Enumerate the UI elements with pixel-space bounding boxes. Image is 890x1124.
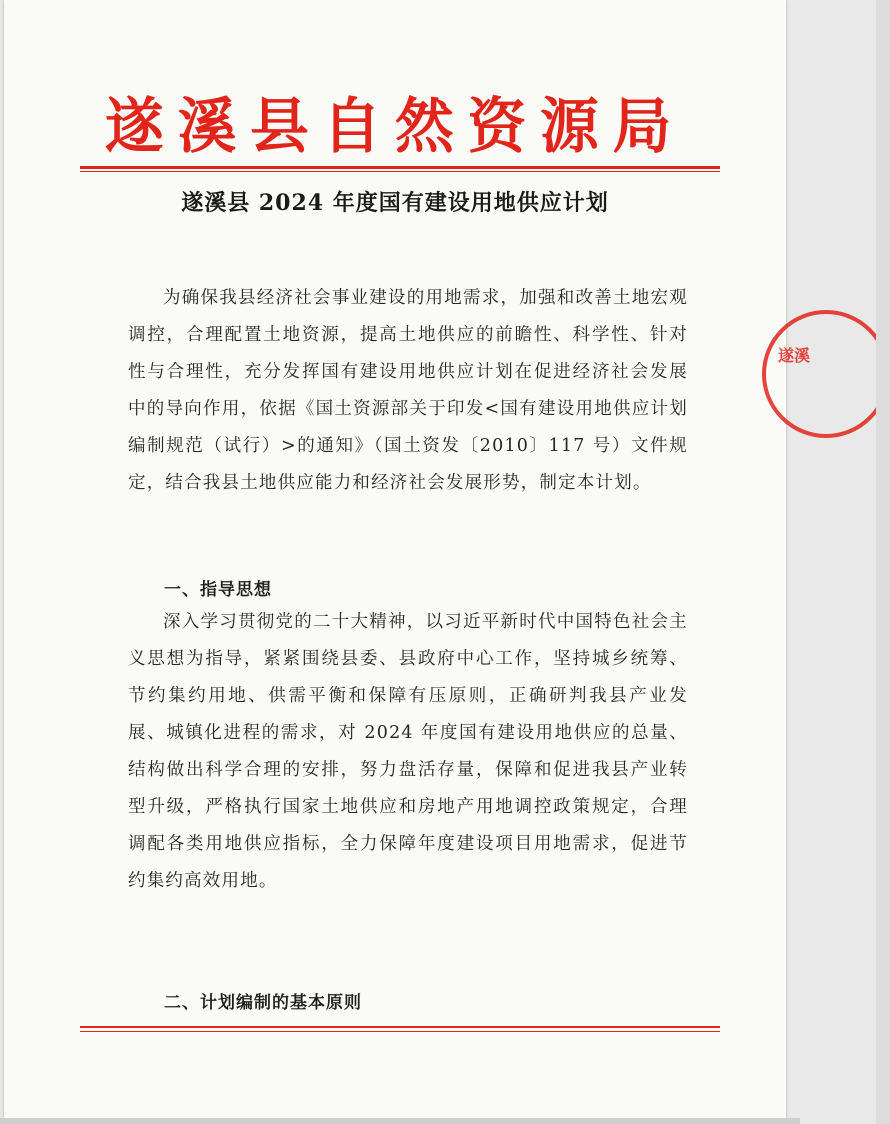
seal-text: 遂溪 [778,346,811,365]
viewer-right-edge [876,0,890,1124]
official-seal-icon [762,310,890,438]
letterhead-red-rule [80,166,720,169]
guiding-ideology-paragraph: 深入学习贯彻党的二十大精神，以习近平新时代中国特色社会主义思想为指导，紧紧围绕县委、县政府中心工作，坚持城乡统筹、节约集约用地、供需平衡和保障有压原则，正确研判我县产业发展、城镇化进程的需求，对 2024 年度国有建设用地供应的总量、结构做出科学合理的安排，努力盘活存量，保障和促进我县产业转型升级，严格执行国家土地供应和房地产用地调控政策规定，合理调配各类用地供应指标，全力保障年度建设项目用地需求，促进节约集约高效用地。 [128,612,688,891]
intro-paragraph: 为确保我县经济社会事业建设的用地需求，加强和改善土地宏观调控，合理配置土地资源，提高土地供应的前瞻性、科学性、针对性与合理性，充分发挥国有建设用地供应计划在促进经济社会发展中的导向作用，依据《国土资源部关于印发<国有建设用地供应计划编制规范（试行）>的通知》（国土资发〔2010〕117 号）文件规定，结合我县土地供应能力和经济社会发展形势，制定本计划。 [128,288,688,493]
agency-letterhead: 遂溪县自然资源局 [104,92,686,162]
document-page [4,0,811,1118]
footer-red-rule-thin [80,1031,720,1032]
letterhead-red-rule-thin [80,171,720,172]
footer-red-rule [80,1026,720,1028]
section-heading-guiding-ideology: 一、指导思想 [164,580,272,600]
viewer-bottom-edge [0,1118,800,1124]
section-heading-basic-principles: 二、计划编制的基本原则 [164,993,362,1013]
document-title: 遂溪县 2024 年度国有建设用地供应计划 [181,190,609,216]
